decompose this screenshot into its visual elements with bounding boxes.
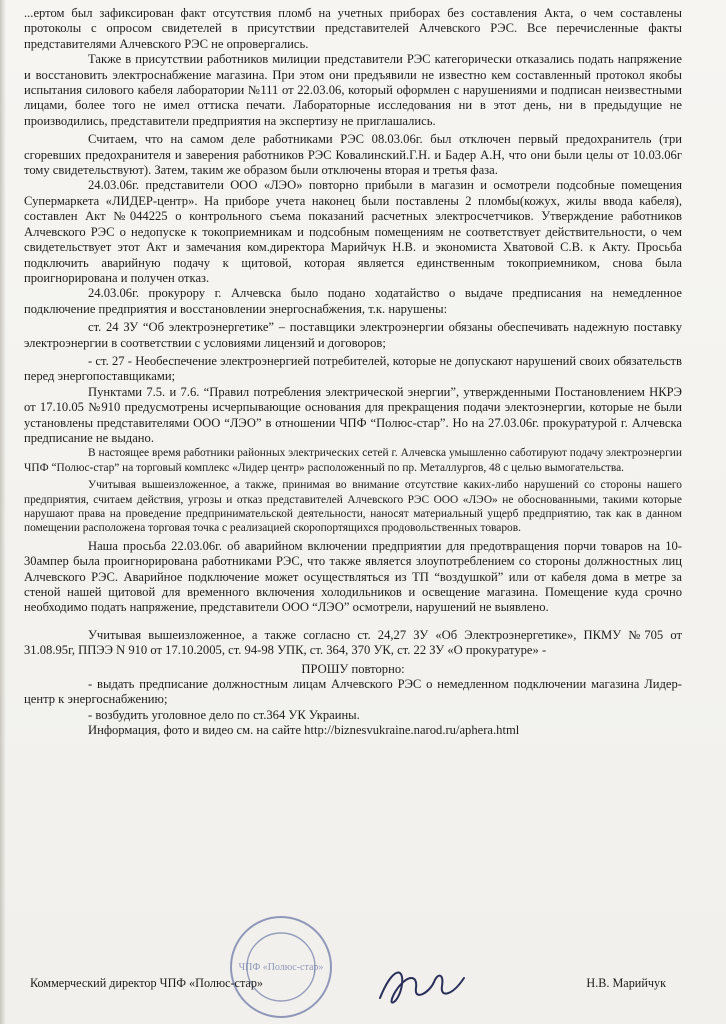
- signature-block: [30, 976, 666, 991]
- paragraph-4: 24.03.06г. представители ООО «ЛЭО» повторно прибыли в магазин и осмотрели подсобные помещения Супермаркета «ЛИДЕР-центр». На приборе учета наконец были поставлены 2 пломбы(кожух, жилы ввода кабеля), составлен Акт №044225 о контрольного съема показаний расчетных электросчетчиков. Утверждение работников Алчевского РЭС о недопуске к токоприемникам и подсобным помещениям не соответствует действительности, о чем свидетельствует этот Акт и замечания ком.директора Марийчук Н.В. и экономиста Хватовой С.В. к Акту. Просьба подключить аварийную подачу к щитовой, которая является единственным токоприемником, снова была проигнорирована и получен отказ.: [24, 178, 682, 285]
- paragraph-10: Учитывая вышеизложенное, а также, принимая во внимание отсутствие каких-либо нарушений со стороны нашего предприятия, считаем действия, угрозы и отказ представителей Алчевского РЭС ООО «ЛЭО» не обоснованными, такими которые нарушают права на проведение предпринимательской деятельности, наносят материальный ущерб предприятию, так как в данном помещении расположена торговая точка с реализацией скоропортящихся продовольственных товаров.: [24, 479, 682, 535]
- paragraph-2: Также в присутствии работников милиции представители РЭС категорически отказались подать напряжение и восстановить электроснабжение магазина. При этом они предъявили не известно кем составленный протокол якобы испытания силового кабеля лаборатории №111 от 22.03.06, который оформлен с нарушениями и подписан неизвестными лицами, более того не имел оттиска печати. Лабораторные исследования ни в этот день, ни в предыдущие не производились, представители предприятия на экспертизу не приглашались.: [24, 52, 682, 128]
- request-title: ПРОШУ повторно:: [301, 661, 405, 676]
- document-body: [24, 6, 682, 739]
- paragraph-3: Считаем, что на самом деле работниками РЭС 08.03.06г. был отключен первый предохранитель (три сгоревших предохранителя и заверения работников РЭС Ковалинский.Г.Н. и Бадер А.Н, что они были целы от 10.03.06г тому свидетельствуют). Затем, таким же образом были отключены вторая и третья фаза.: [24, 132, 682, 178]
- paragraph-7: - ст. 27 - Необеспечение электроэнергией потребителей, которые не допускают нарушений своих обязательств перед энергопоставщиками;: [24, 353, 682, 384]
- paragraph-1: ...ертом был зафиксирован факт отсутствия пломб на учетных приборах без составления Акта, о чем составлены протоколы с опросом свидетелей в присутствии представителей Алчевского РЭС. Все перечисленные факты представителями Алчевского РЭС не опровергались.: [24, 6, 682, 51]
- paragraph-12: Учитывая вышеизложенное, а также согласно ст. 24,27 ЗУ «Об Электроэнергетике», ПКМУ №705 от 31.08.95г, ППЭЭ N 910 от 17.10.2005, ст. 94-98 УПК, ст. 364, 370 УК, ст. 22 ЗУ «О прокуратуре» -: [24, 627, 682, 658]
- paragraph-9: В настоящее время работники районных электрических сетей г. Алчевска умышленно саботируют подачу электроэнергии ЧПФ “Полюс-стар” на торговый комплекс «Лидер центр» расположенный по пр. Металлургов, 48 с целью вымогательства.: [24, 447, 682, 474]
- paragraph-5: 24.03.06г. прокурору г. Алчевска было подано ходатайство о выдаче предписания на немедленное подключение предприятия и восстановлении энергоснабжения, т.к. нарушены:: [24, 286, 682, 316]
- paragraph-8: Пунктами 7.5. и 7.6. “Правил потребления электрической энергии”, утвержденными Постановлением НКРЭ от 17.10.05 №910 предусмотрены исчерпывающие основания для прекращения подачи электоэнергии, которые не были установлены представителями ООО “ЛЭО” в отношении ЧПФ “Полюс-стар”. Но на 27.03.06г. прокуратурой г. Алчевска предписание не выдано.: [24, 384, 682, 445]
- request-item-2: - возбудить уголовное дело по ст.364 УК Украины.: [88, 707, 360, 722]
- paragraph-6: ст. 24 ЗУ “Об электроэнергетике” – поставщики электроэнергии обязаны обеспечивать надежную поставку электроэнергии в соответствии с условиями лицензий и договоров;: [24, 320, 682, 350]
- signer-position: Коммерческий директор ЧПФ «Полюс-стар»: [30, 976, 264, 990]
- company-stamp: [226, 912, 336, 1022]
- stamp-text: ЧПФ «Полюс-стар»: [238, 962, 324, 973]
- scan-edge-shadow: [0, 0, 6, 1024]
- paragraph-11: Наша просьба 22.03.06г. об аварийном включении предприятии для предотвращения порчи товаров на 10-30ампер была проигнорирована работниками РЭС, что также является злоупотреблением со стороны должностных лиц Алчевского РЭС. Аварийное подключение может осуществляться из ТП “воздушкой” или от кабеля дома в метре за стеной нашей щитовой для временного включения холодильников и освещение магазина. Помещение куда срочно необходимо подать напряжение, представители ООО “ЛЭО” осмотрели, нарушений не выявлено.: [24, 538, 682, 615]
- signer-name: Н.В. Марийчук: [586, 976, 666, 990]
- request-item-1: - выдать предписание должностным лицам Алчевского РЭС о немедленном подключении магазина Лидер-центр к энергоснабжению;: [24, 677, 682, 707]
- request-item-3: Информация, фото и видео см. на сайте http://biznesvukraine.narod.ru/aphera.html: [88, 723, 520, 738]
